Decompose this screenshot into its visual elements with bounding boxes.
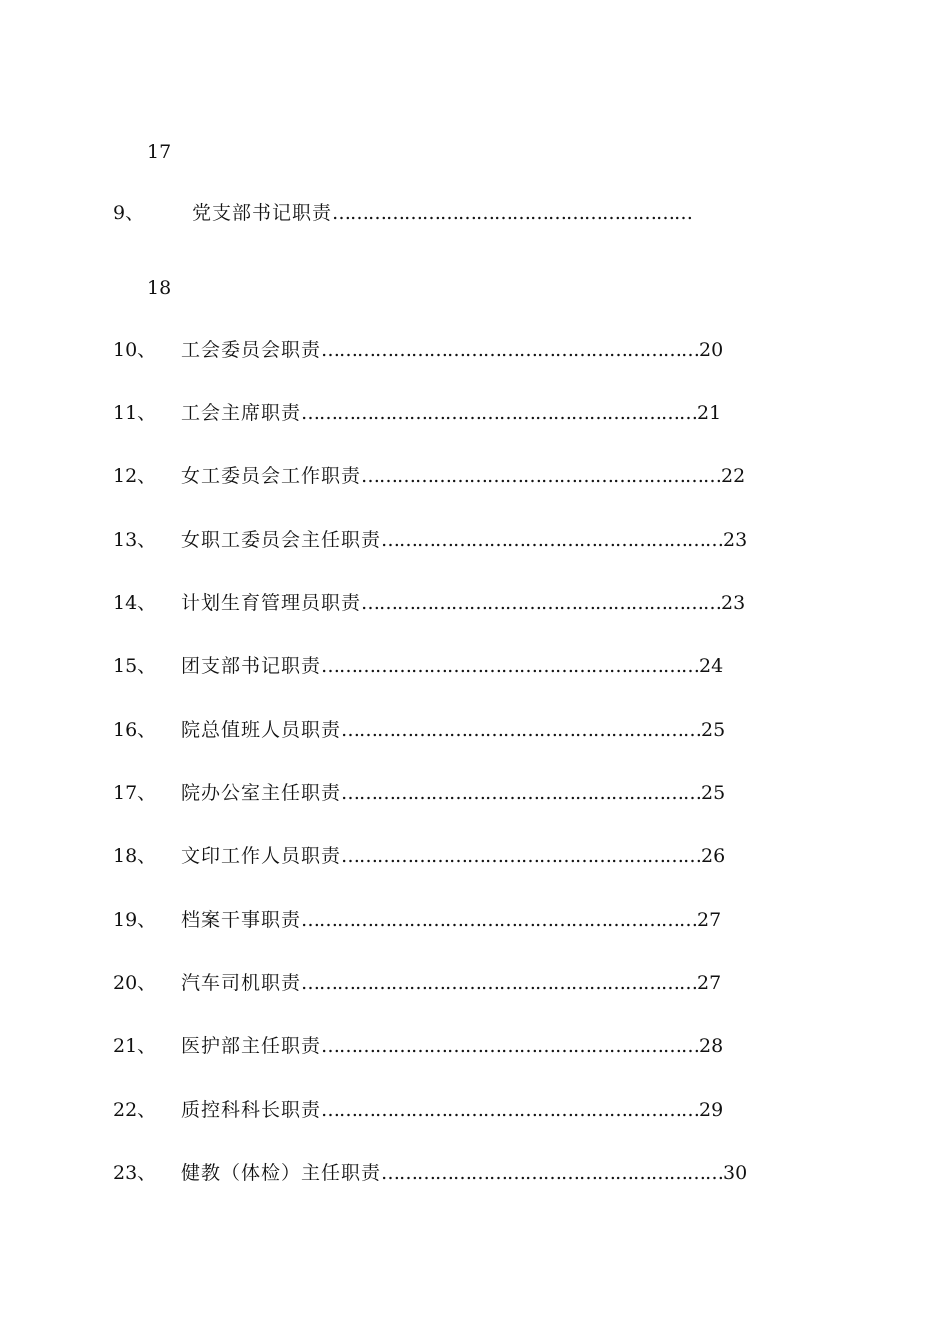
toc-entry-19[interactable] xyxy=(113,905,721,935)
toc-page-number-lead: 17 xyxy=(147,141,172,163)
toc-entry-11[interactable] xyxy=(113,398,721,428)
toc-dot-leader: …………………………………………………… xyxy=(341,719,702,741)
toc-page-number: 28 xyxy=(699,1035,724,1057)
toc-page-number: 30 xyxy=(723,1162,748,1184)
toc-entry-12[interactable] xyxy=(113,461,745,491)
toc-entry-title: 工会主席职责 xyxy=(181,402,302,424)
toc-entry-number: 16、 xyxy=(113,719,157,741)
toc-entry-13[interactable] xyxy=(113,525,747,555)
toc-entry-title: 党支部书记职责 xyxy=(192,202,333,224)
toc-page-number: 25 xyxy=(701,782,726,804)
toc-entry-14[interactable] xyxy=(113,588,745,618)
toc-entry-22[interactable] xyxy=(113,1095,723,1125)
toc-entry-number: 23、 xyxy=(113,1162,157,1184)
toc-entry-title: 工会委员会职责 xyxy=(181,339,322,361)
toc-page-number: 20 xyxy=(699,339,724,361)
toc-dot-leader: ………………………………………………… xyxy=(381,1162,724,1184)
toc-dot-leader: …………………………………………………… xyxy=(361,592,722,614)
toc-page-number: 25 xyxy=(701,719,726,741)
toc-page-number: 21 xyxy=(697,402,722,424)
toc-entry-21[interactable] xyxy=(113,1031,723,1061)
toc-page-number-continued: 18 xyxy=(147,277,172,299)
toc-dot-leader: …………………………………………………… xyxy=(341,845,702,867)
toc-page-number: 26 xyxy=(701,845,726,867)
toc-dot-leader: ………………………………………………………… xyxy=(301,972,698,994)
toc-dot-leader: ………………………………………………………… xyxy=(301,909,698,931)
toc-dot-leader: ……………………………………………………… xyxy=(321,1099,700,1121)
toc-entry-number: 19、 xyxy=(113,909,157,931)
toc-entry-number: 14、 xyxy=(113,592,157,614)
toc-entry-number: 10、 xyxy=(113,339,157,361)
toc-entry-title: 女职工委员会主任职责 xyxy=(181,529,382,551)
toc-entry-20[interactable] xyxy=(113,968,721,998)
toc-entry-title: 院办公室主任职责 xyxy=(181,782,342,804)
toc-dot-leader: ……………………………………………………… xyxy=(321,1035,700,1057)
toc-entry-title: 计划生育管理员职责 xyxy=(181,592,362,614)
toc-entry-title: 档案干事职责 xyxy=(181,909,302,931)
toc-dot-leader: ……………………………………………………… xyxy=(321,655,700,677)
toc-page-number: 29 xyxy=(699,1099,724,1121)
toc-page-number: 23 xyxy=(723,529,748,551)
toc-dot-leader: ………………………………………………… xyxy=(381,529,724,551)
toc-page-number: 27 xyxy=(697,972,722,994)
toc-entry-9[interactable] xyxy=(113,198,692,228)
toc-page-number: 23 xyxy=(721,592,746,614)
toc-entry-title: 团支部书记职责 xyxy=(181,655,322,677)
toc-entry-15[interactable] xyxy=(113,651,723,681)
toc-entry-title: 文印工作人员职责 xyxy=(181,845,342,867)
toc-dot-leader: …………………………………………………… xyxy=(341,782,702,804)
toc-entry-number: 22、 xyxy=(113,1099,157,1121)
toc-entry-16[interactable] xyxy=(113,715,725,745)
toc-page-number: 22 xyxy=(721,465,746,487)
toc-entry-number: 20、 xyxy=(113,972,157,994)
toc-entry-number: 17、 xyxy=(113,782,157,804)
toc-dot-leader: ……………………………………………………… xyxy=(321,339,700,361)
toc-entry-number: 12、 xyxy=(113,465,157,487)
toc-dot-leader: …………………………………………………… xyxy=(332,202,693,224)
toc-dot-leader: ………………………………………………………… xyxy=(301,402,698,424)
toc-entry-10[interactable] xyxy=(113,335,723,365)
toc-entry-number: 11、 xyxy=(113,402,157,424)
toc-entry-title: 院总值班人员职责 xyxy=(181,719,342,741)
toc-page-number: 27 xyxy=(697,909,722,931)
toc-entry-23[interactable] xyxy=(113,1158,747,1188)
toc-entry-number: 9、 xyxy=(113,202,145,224)
toc-entry-17[interactable] xyxy=(113,778,725,808)
toc-entry-18[interactable] xyxy=(113,841,725,871)
toc-entry-number: 15、 xyxy=(113,655,157,677)
toc-entry-number: 13、 xyxy=(113,529,157,551)
toc-entry-number: 21、 xyxy=(113,1035,157,1057)
toc-entry-title: 医护部主任职责 xyxy=(181,1035,322,1057)
toc-entry-title: 女工委员会工作职责 xyxy=(181,465,362,487)
toc-entry-title: 质控科科长职责 xyxy=(181,1099,322,1121)
toc-entry-number: 18、 xyxy=(113,845,157,867)
toc-page-number: 24 xyxy=(699,655,724,677)
toc-entry-title: 汽车司机职责 xyxy=(181,972,302,994)
toc-dot-leader: …………………………………………………… xyxy=(361,465,722,487)
toc-entry-title: 健教（体检）主任职责 xyxy=(181,1162,382,1184)
